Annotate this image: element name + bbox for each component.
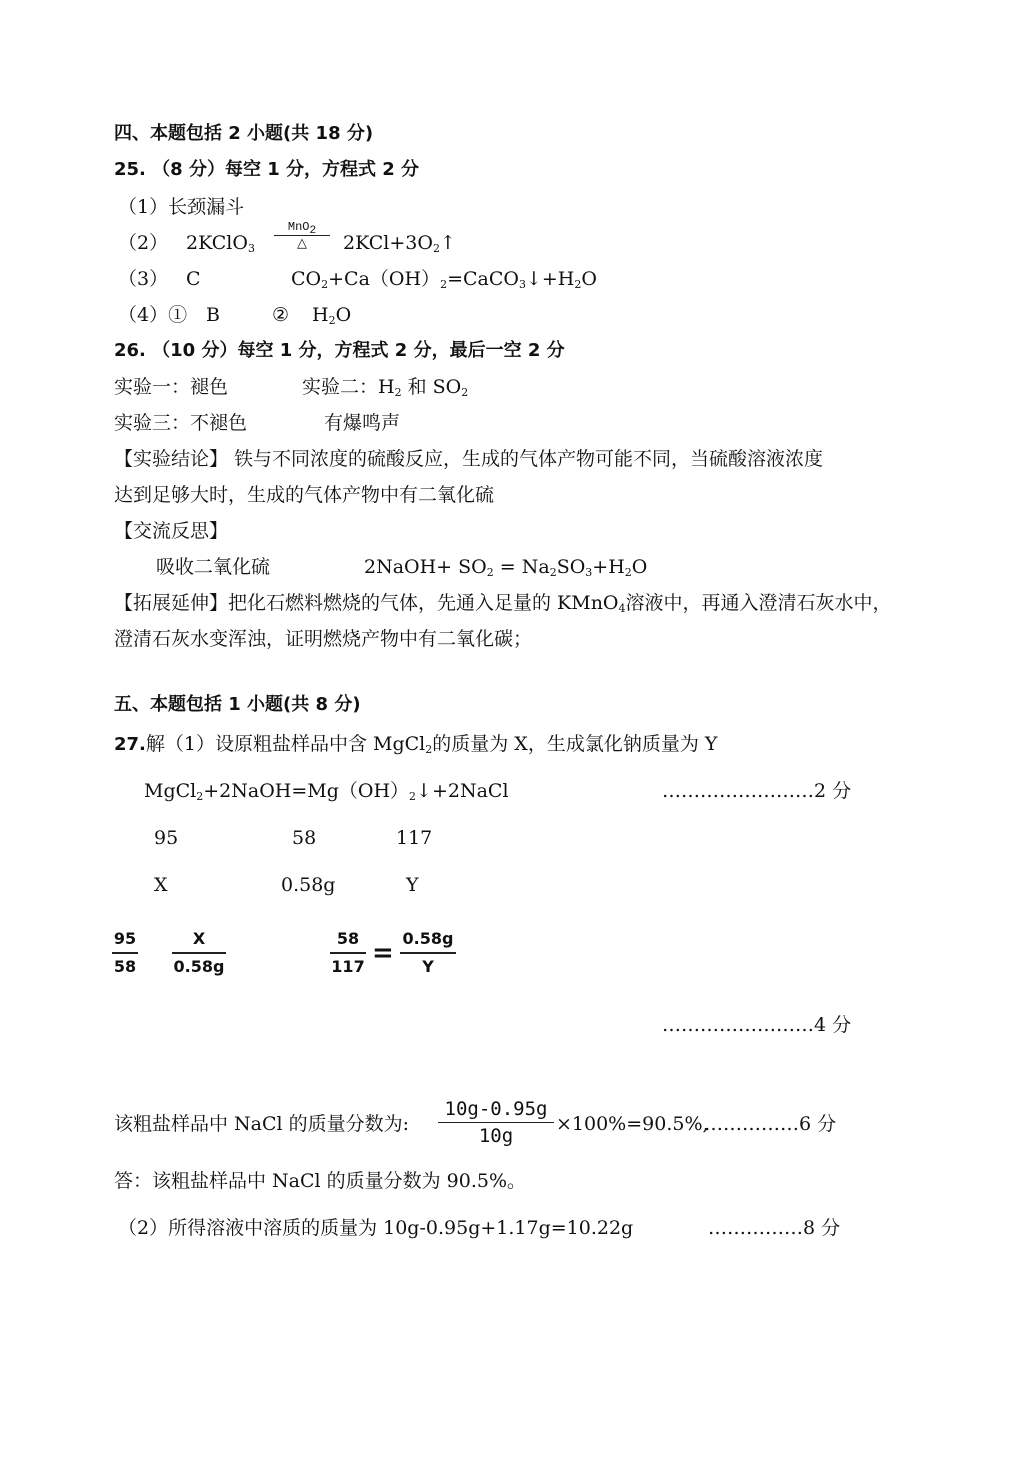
q25-line-4-marker-b: ② <box>272 304 290 326</box>
section-5-heading: 五、本题包括 1 小题(共 8 分) <box>114 694 361 715</box>
fraction-58-117: 58 117 <box>331 929 365 976</box>
q26-extension-line-1: 【拓展延伸】把化石燃料燃烧的气体，先通入足量的 KMnO$_4$溶液中，再通入澄清石灰水中， <box>114 592 892 615</box>
q26-conclusion-line-1: 【实验结论】 铁与不同浓度的硫酸反应，生成的气体产物可能不同，当硫酸溶液浓度 <box>114 448 824 470</box>
q27-answer: 答：该粗盐样品中 NaCl 的质量分数为 90.5%。 <box>114 1170 527 1192</box>
q26-title: 26. （10 分）每空 1 分，方程式 2 分，最后一空 2 分 <box>114 340 565 361</box>
q27-ratio-2-a: X <box>154 874 168 896</box>
q26-reflect-heading: 【交流反思】 <box>114 520 229 542</box>
q27-mass-fraction-result: ×100%=90.5%, <box>556 1113 709 1135</box>
fraction-058-y: 0.58g Y <box>400 928 456 978</box>
fraction-x-058: X 0.58g <box>173 929 225 976</box>
q26-exp-2: 实验二：$H_2$ 和 $SO_2$ <box>302 376 469 399</box>
fraction-95-58: 95 58 <box>113 929 137 976</box>
q25-line-3-equation: $CO_2+Ca(OH)_2=CaCO_3↓+H_2O$ <box>291 268 597 291</box>
q27-ratio-2-c: Y <box>406 874 419 896</box>
q27-points-6: ……………6 分 <box>704 1113 837 1135</box>
reaction-condition: MnO$_2$ △ <box>274 220 330 251</box>
q27-ratio-1-b: 58 <box>292 827 317 849</box>
q26-conclusion-line-2: 达到足够大时，生成的气体产物中有二氧化硫 <box>114 484 495 506</box>
q26-reflect-equation: 2NaOH+ $SO_2 = Na_2SO_3+H_2O$ <box>364 556 648 579</box>
q26-extension-line-2: 澄清石灰水变浑浊，证明燃烧产物中有二氧化碳； <box>114 628 533 650</box>
q27-mass-fraction-label: 该粗盐样品中 NaCl 的质量分数为: <box>114 1113 410 1135</box>
q25-line-4-answer-b: $H_2O$ <box>312 304 352 327</box>
q25-line-4-answer-a: B <box>206 304 220 326</box>
q26-exp-1: 实验一：褪色 <box>114 376 229 398</box>
q26-exp-3: 实验三：不褪色 <box>114 412 248 434</box>
q25-line-2-right: $2KCl+3O_2↑$ <box>343 232 456 255</box>
q27-intro: 27.解（1）设原粗盐样品中含 MgCl$_2$的质量为 X，生成氯化钠质量为 Y <box>114 733 718 756</box>
q27-points-8: ……………8 分 <box>708 1217 841 1239</box>
equals-sign: = <box>372 938 394 968</box>
q27-part-2: （2）所得溶液中溶质的质量为 10g-0.95g+1.17g=10.22g <box>118 1217 634 1239</box>
q27-points-4: ……………………4 分 <box>662 1014 852 1036</box>
q27-mass-fraction: 10g-0.95g 10g <box>438 1098 554 1147</box>
q25-line-3-label: （3） <box>118 268 169 290</box>
q25-line-2-left: 2KClO$_3$ <box>186 232 255 255</box>
q27-ratio-1-a: 95 <box>154 827 179 849</box>
q27-equation: $MgCl_2+2NaOH=Mg(OH)_2↓+2NaCl$ <box>144 780 509 803</box>
q26-reflect-answer: 吸收二氧化硫 <box>156 556 271 578</box>
q25-line-1: （1）长颈漏斗 <box>118 196 245 218</box>
q25-line-2-label: （2） <box>118 232 169 254</box>
section-4-heading: 四、本题包括 2 小题(共 18 分) <box>114 123 374 144</box>
q27-ratio-2-b: 0.58g <box>281 874 336 896</box>
q25-line-4-label: （4）① <box>118 304 188 326</box>
q27-ratio-1-c: 117 <box>396 827 433 849</box>
q25-title: 25. （8 分）每空 1 分，方程式 2 分 <box>114 159 420 180</box>
q27-points-2: ……………………2 分 <box>662 780 852 802</box>
q25-line-3-answer: C <box>186 268 201 290</box>
q26-exp-3-result: 有爆鸣声 <box>324 412 401 434</box>
